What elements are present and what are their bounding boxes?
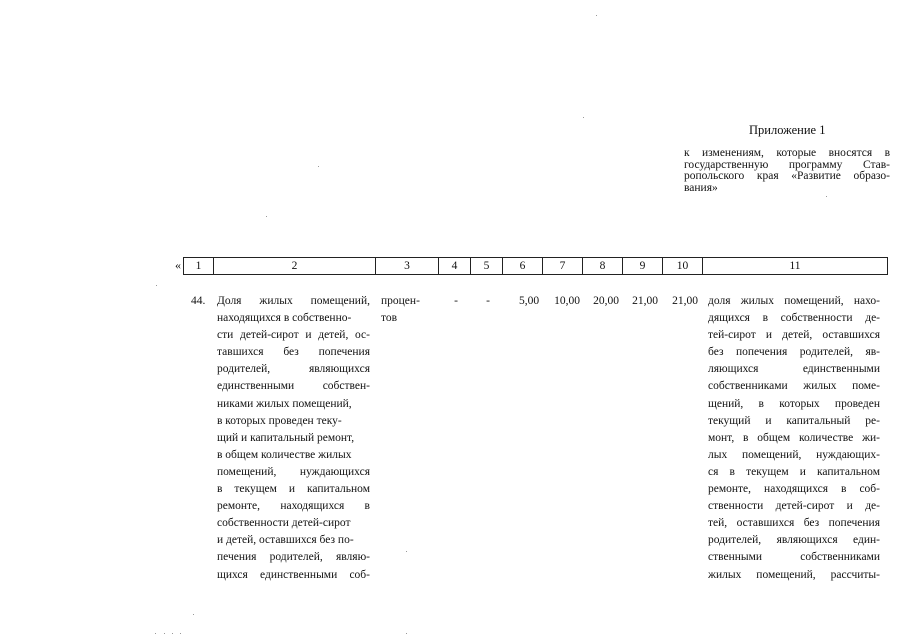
header-cell: 10	[663, 258, 703, 275]
appendix-subtitle-line: государственную программу Став-	[684, 158, 890, 171]
header-cell: 4	[439, 258, 471, 275]
description-line: монт, в общем количестве жи-	[708, 431, 880, 444]
indicator-name-line: Доля жилых помещений,	[217, 295, 370, 307]
description-line: родителей, являющихся един-	[708, 534, 880, 547]
scan-speck	[164, 633, 165, 634]
appendix-subtitle	[684, 148, 890, 194]
value-col-7: 10,00	[554, 295, 580, 307]
header-cell: 11	[703, 258, 888, 275]
description-line: ся в текущем и капитальном	[708, 465, 880, 478]
indicator-name-line: и детей, оставшихся без по-	[217, 534, 354, 547]
description-line: собственниками жилых поме-	[708, 380, 880, 393]
description-line: ственности детей-сирот и де-	[708, 500, 880, 513]
indicator-name-line: тавшихся без попечения	[217, 346, 370, 359]
scan-speck	[172, 633, 173, 634]
indicator-name-line: помещений, нуждающихся	[217, 465, 370, 478]
description-line: без попечения родителей, яв-	[708, 346, 880, 359]
row-number: 44.	[191, 295, 206, 307]
scan-speck	[406, 551, 407, 552]
description-line: ственными собственниками	[708, 551, 880, 564]
indicator-name-line: находящихся в собственно-	[217, 312, 352, 325]
appendix-subtitle-line: к изменениям, которые вносятся в	[684, 147, 890, 159]
description-line: щений, в которых проведен	[708, 397, 880, 410]
description-line: текущий и капитальный ре-	[708, 414, 880, 427]
description-line: доля жилых помещений, нахо-	[708, 295, 880, 307]
value-col-6: 5,00	[518, 295, 540, 307]
header-cell: 7	[543, 258, 583, 275]
description-line: тей, оставшихся без попечения	[708, 517, 880, 530]
indicator-name-line: щихся единственными соб-	[217, 568, 370, 581]
scan-speck	[180, 633, 181, 634]
value-col-9: 21,00	[632, 295, 658, 307]
header-cell: 2	[214, 258, 376, 275]
scan-speck	[406, 633, 407, 634]
indicator-name-line: единственными собствен-	[217, 380, 370, 393]
scan-speck	[156, 285, 157, 286]
header-cell: 8	[583, 258, 623, 275]
scan-speck	[155, 633, 156, 634]
scan-speck	[193, 614, 194, 615]
scan-speck	[318, 166, 319, 167]
value-col-4: -	[454, 295, 458, 307]
indicator-name-line: в текущем и капитальном	[217, 483, 370, 496]
header-row	[184, 258, 888, 275]
indicator-name-line: щий и капитальный ремонт,	[217, 431, 355, 444]
description-line: ляющихся единственными	[708, 363, 880, 376]
description-line: жилых помещений, рассчиты-	[708, 568, 880, 581]
indicator-name-line: родителей, являющихся	[217, 363, 370, 376]
value-col-10: 21,00	[672, 295, 698, 307]
indicator-name-line: собственности детей-сирот	[217, 517, 351, 530]
indicator-name	[217, 293, 370, 584]
header-cell: 5	[471, 258, 503, 275]
header-cell: 3	[376, 258, 439, 275]
description-line: ремонте, находящихся в соб-	[708, 483, 880, 496]
header-cell: 9	[623, 258, 663, 275]
description-line: лых помещений, нуждающих-	[708, 448, 880, 461]
appendix-title: Приложение 1	[749, 123, 826, 137]
value-col-8: 20,00	[593, 295, 619, 307]
indicator-name-line: сти детей-сирот и детей, ос-	[217, 329, 370, 342]
table-header	[183, 257, 888, 275]
indicator-name-line: в которых проведен теку-	[217, 414, 342, 427]
appendix-subtitle-line: вания»	[684, 181, 718, 194]
scan-speck	[266, 216, 267, 217]
indicator-name-line: ремонте, находящихся в	[217, 500, 370, 513]
header-cell: 6	[503, 258, 543, 275]
description-line: тей-сирот и детей, оставшихся	[708, 329, 880, 342]
indicator-name-line: печения родителей, являю-	[217, 551, 370, 564]
value-col-5: -	[486, 295, 490, 307]
indicator-description	[708, 293, 880, 584]
indicator-name-line: в общем количестве жилых	[217, 448, 352, 461]
indicator-name-line: никами жилых помещений,	[217, 397, 352, 410]
appendix-subtitle-line: ропольского края «Развитие образо-	[684, 170, 890, 182]
scan-speck	[596, 15, 597, 16]
scan-speck	[826, 196, 827, 197]
unit-line: процен-	[381, 295, 420, 307]
open-quote: «	[175, 258, 181, 272]
header-cell: 1	[184, 258, 214, 275]
description-line: дящихся в собственности де-	[708, 312, 880, 325]
unit-line: тов	[381, 312, 398, 325]
unit	[381, 293, 431, 327]
scan-speck	[583, 117, 584, 118]
